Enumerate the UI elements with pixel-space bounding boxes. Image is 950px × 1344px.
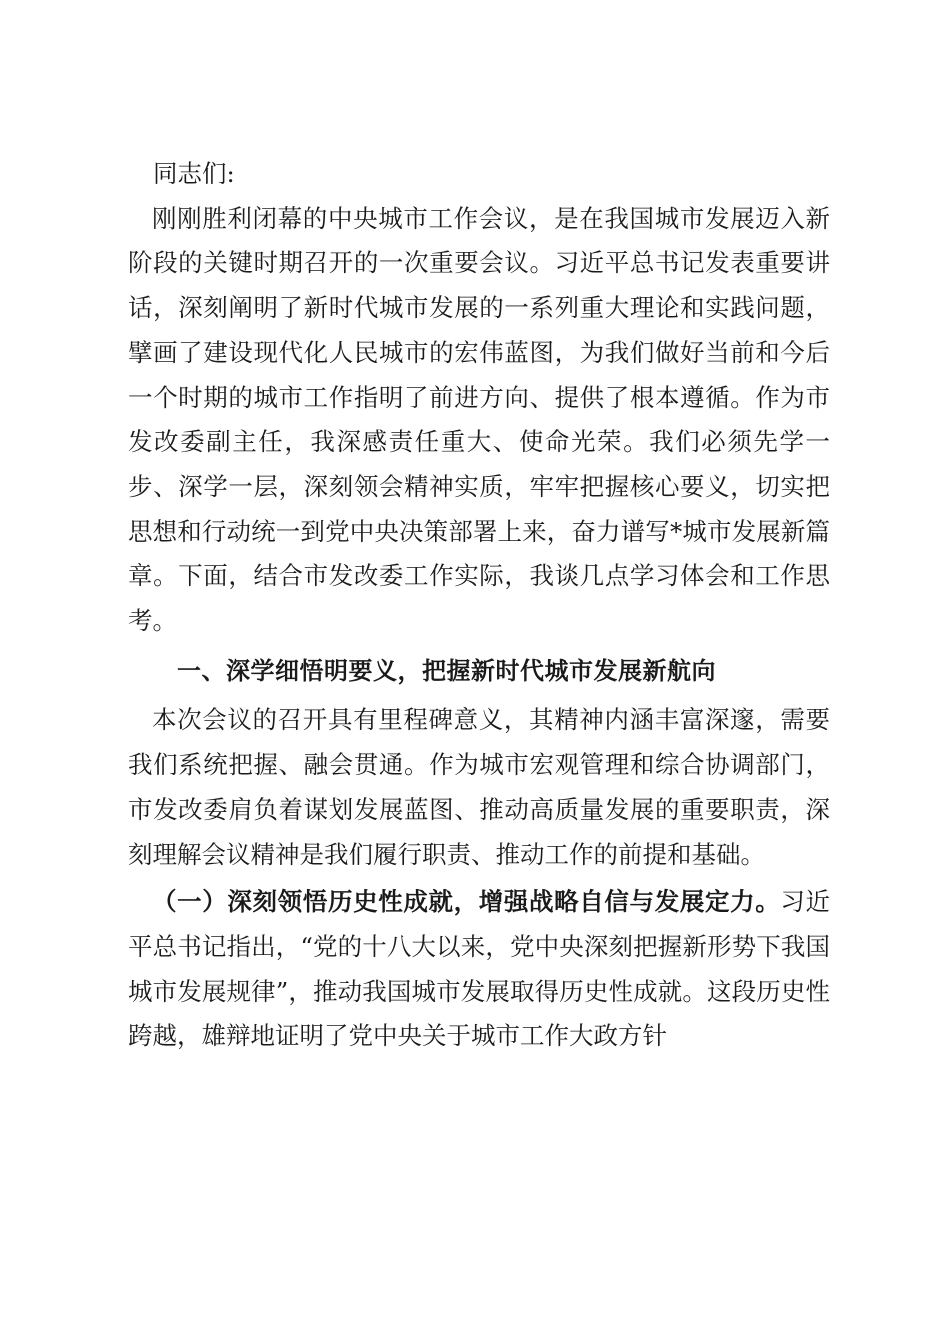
section-heading: 一、深学细悟明要义，把握新时代城市发展新航向 xyxy=(177,656,716,685)
salutation: 同志们: xyxy=(153,159,235,188)
subsection-body: 习近平总书记指出，“党的十八大以来，党中央深刻把握新形势下我国城市发展规律”，推动我国城市发展取得历史性成就。这段历史性跨越，雄辩地证明了党中央关于城市工作大政方针 xyxy=(128,887,831,1051)
document-body xyxy=(128,152,830,1059)
intro-paragraph: 刚刚胜利闭幕的中央城市工作会议，是在我国城市发展迈入新阶段的关键时期召开的一次重要会议。习近平总书记发表重要讲话，深刻阐明了新时代城市发展的一系列重大理论和实践问题，擘画了建设现代化人民城市的宏伟蓝图，为我们做好当前和今后一个时期的城市工作指明了前进方向、提供了根本遵循。作为市发改委副主任，我深感责任重大、使命光荣。我们必须先学一步、深学一层，深刻领会精神实质，牢牢把握核心要义，切实把思想和行动统一到党中央决策部署上来，奋力谱写*城市发展新篇章。下面，结合市发改委工作实际，我谈几点学习体会和工作思考。 xyxy=(128,203,830,636)
subsection-paragraph xyxy=(128,880,830,1059)
subsection-heading: （一）深刻领悟历史性成就，增强战略自信与发展定力。 xyxy=(152,887,781,917)
section-paragraph: 本次会议的召开具有里程碑意义，其精神内涵丰富深邃，需要我们系统把握、融会贯通。作为城市宏观管理和综合协调部门，市发改委肩负着谋划发展蓝图、推动高质量发展的重要职责，深刻理解会议精神是我们履行职责、推动工作的前提和基础。 xyxy=(128,705,830,869)
